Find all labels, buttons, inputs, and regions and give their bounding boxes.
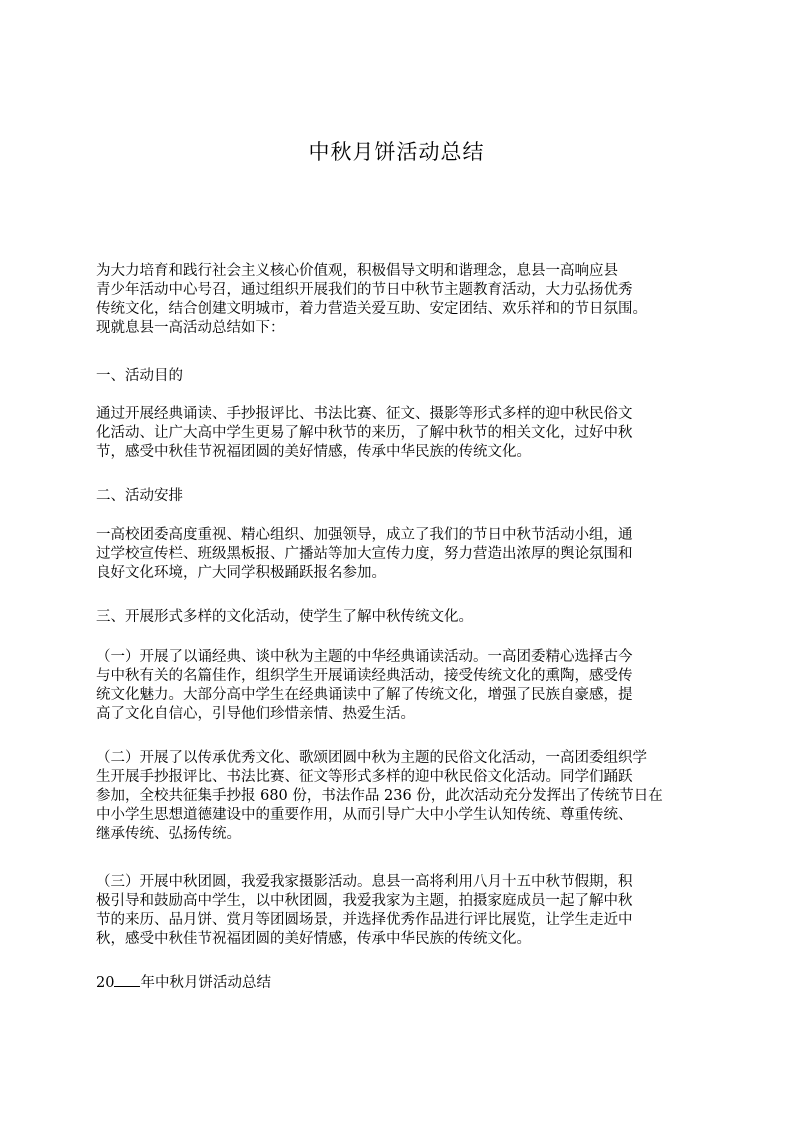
year-blank-line [114,973,140,987]
document-title: 中秋月饼活动总结 [308,140,485,164]
arrangement-paragraph: 一高校团委高度重视、精心组织、加强领导，成立了我们的节日中秋节活动小组，通 过学校宣传栏、班级黑板报、广播站等加大宣传力度，努力营造出浓厚的舆论氛围和 良好文化环境，广大同学积极踊跃报名参加。 [96,527,633,581]
purpose-paragraph: 通过开展经典诵读、手抄报评比、书法比赛、征文、摄影等形式多样的迎中秋民俗文 化活动、让广大高中学生更易了解中秋节的来历，了解中秋节的相关文化，过好中秋 节，感受中秋佳节祝福团圆的美好情感，传承中华民族的传统文化。 [96,406,633,460]
activity-one-paragraph: （一）开展了以诵经典、谈中秋为主题的中华经典诵读活动。一高团委精心选择古今 与中秋有关的名篇佳作，组织学生开展诵读经典活动，接受传统文化的熏陶，感受传 统文化魅力。大部分高中学生在经典诵读中了解了传统文化，增强了民族自豪感，提 高了文化自信心，引导他们珍惜亲情、热爱生活。 [96,649,633,722]
section-heading-activities: 三、开展形式多样的文化活动，使学生了解中秋传统文化。 [96,609,473,625]
activity-three-paragraph: （三）开展中秋团圆，我爱我家摄影活动。息县一高将利用八月十五中秋节假期，积 极引导和鼓励高中学生，以中秋团圆，我爱我家为主题，拍摄家庭成员一起了解中秋 节的来历、品月饼、赏月等团圆场景，并选择优秀作品进行评比展览，让学生走近中 秋，感受中秋佳节祝福团圆的美好情感，传承中华民族的传统文化。 [96,874,633,947]
closing-line [96,973,700,993]
section-heading-arrangement: 二、活动安排 [96,488,183,504]
closing-text: 年中秋月饼活动总结 [140,975,271,991]
activity-two-paragraph: （二）开展了以传承优秀文化、歌颂团圆中秋为主题的民俗文化活动，一高团委组织学 生开展手抄报评比、书法比赛、征文等形式多样的迎中秋民俗文化活动。同学们踊跃 参加，全校共征集手抄报 680 份，书法作品 236 份，此次活动充分发挥出了传统节日在 中小学生思想道德建设中的重要作用，从而引导广大中小学生认知传统、尊重传统、 继承传统、弘扬传统。 [96,750,663,842]
closing-year-prefix: 20 [96,975,115,991]
intro-paragraph: 为大力培育和践行社会主义核心价值观，积极倡导文明和谐理念，息县一高响应县 青少年活动中心号召，通过组织开展我们的节日中秋节主题教育活动，大力弘扬优秀 传统文化，结合创建文明城市，着力营造关爱互助、安定团结、欢乐祥和的节日氛围。 现就息县一高活动总结如下： [96,263,647,336]
section-heading-purpose: 一、活动目的 [96,368,183,384]
